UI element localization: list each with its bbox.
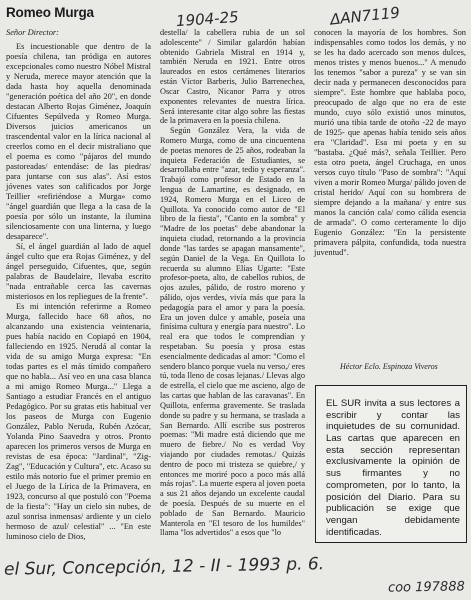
article-title: Romeo Murga [6,5,94,20]
column-3 [314,28,466,258]
editorial-notice-box [315,385,467,543]
author-signature: Héctor Eclo. Espinoza Viveros [340,362,438,371]
column-1 [6,28,151,542]
paragraph: destella/ la cabellera rubia de un sol adolescente" / Similar galardón habían obtenido Gabriela Mistral en 1914 y, también Neruda en 1921. Entre otros laureados en estos certámenes literarios están Víctor Barberis, Julio Barrenechea, Oscar Castro, Nicanor Parra y otros exponentes relevantes de nuestra lírica. Será interesante citar algo sobre las fiestas de la primavera en la poesía chilena. [160,28,305,126]
column-2 [160,28,305,538]
paragraph: conocen la mayoría de los hombres. Son indispensables como todos los demás, y no se les ha dado acercado son menos dulces, menos tristes y menos buenos..." A menudo los tenemos "sabor a pureza" y se van sin decir nada y permanecen desconocidos para siempre". Este hombre que hablaba poco, preocupado de algo que no era de este mundo, cuyo sólo existió unos minutos, murió una tibia tarde de otoño -22 de mayo de 1925- que apenas había tenido seis años era "Claridad". Esa mi poeta y en su "bastaba. ¿Qué más?, señala Teillier. Pero esta otro poeta, ángel Cruchaga, en unos versos cuyo título "Paso de sombra": "Aquí viven a morir Romeo Murga/ pálido joven de cristal herido/ Aquí con su hombrera de siempre dejando a la mañana/ y entre sus manos la canción cala/ como cálida esencia de armada". O como certeramente lo dijo Eugenio González: "En la persistente primavera pálpita, confundida, toda nuestra juventud". [314,28,466,257]
salutation: Señor Director: [6,28,59,37]
paragraph: Es mi intención referirme a Romeo Murga, fallecido hace 68 años, no alcanzando una existencia veintenaria, pues había nacido en Copiapó en 1904, falleciendo en 1925. Nerudá al contar la vida de su amigo Murga expresa: "En todas partes es el más tímido compañero que no habla... Así veo en una casa blanca a mi amigo Romeo Murga..." Llega a Santiago a estudiar Francés en el antiguo Pedagógico. Por su gratas etis habitual ver los paseos de Murga con Eugenio González, Pablo Neruda, Rubén Azócar, Yolanda Pino Saavedra y otros. Pronto aparecen los primeros versos de Murga en revistas de esa época: "Jardinal", "Zig-Zag", "Educación y Cultura", etc. Acaso su estilo más notorio fue el primer premio en el Juego de la Lírica de la Primavera, en 1923, concurso al que postuló con "Poema de la fiesta": "Hay un cielo sin nubes, de azul sonrisa inmensas/ ardiente y un cielo hermoso de azul/ celestial" ... "En este luminoso cielo de Dios, [6,302,151,541]
paragraph: Es incuestionable que dentro de la poesía chilena, tan pródiga en autores excepcionales como nuestro Nóbel Mistral y Neruda, merece mayor atención que la dada hasta hoy aquella denominada "generación poética del año 20", en donde destacan Alberto Rojas Giménez, Joaquín Cifuentes Sepúlveda y Romeo Murga. Diversos juicios americanos un trascendental valor en la lírica nacional al creerlos como en el decir mistraliano que el poema es como "pájaros del mundo pastoreadas/ entendáse: de las piedras/ para juntarse con sus alas". Así estos jóvenes vates son calificados por Jorge Teillier «refiriéndose a Murga» como "ángel guardián que llega a la casa de la poesía por sólo un instante, la ilumina silenciosamente con una linterna, y luego desaparece". [6,42,151,241]
handwritten-source: el Sur, Concepción, 12 - II - 1993 p. 6. [3,554,325,580]
editorial-notice-text: EL SUR invita a sus lectores a escribir y contar las inquietudes de su comunidad. Las cartas que aparecen en esta sección representan exclusivamente la opinión de sus firmantes y no comprometen, por lo tanto, la posición del Diario. Para su publicación se exige que vengan debidamente identificadas. [326,398,460,538]
handwritten-code: ΔAN7119 [329,3,401,29]
paragraph: Según González Vera, la vida de Romero Murga, como de una cincuentena de poetas menores de 25 años, rodeaban la inquieta Federación de Estudiantes, se desarrollaba entre "azar, tedio y esperanza". Trabajó como profesor de Estado en la lengua de Lamartine, es designado, en 1924, Romero Murga en el Liceo de Quillota. Ya conocido como autor de "El libro de la fiesta", "Canto en la sombra" y "Madre de los poetas" debe abandonar la inquieta ciudad, retornando a la provincia donde "las tardes se apagan mansamente", según Daniel de la Vega. En Quillota lo recuerda su alumno Elías Ugarte: "Este profesor-poeta, alto, de cabellos rubios, de ojos azules, pálido, de rostro moreno y pálido, ojos verdes, vivía más que para la pedagogía para el amor y para la poesía. Era un joven dulce y amable, poseía una finísima cultura y energía para nuestro". Lo real era que todos le comprendían y respetaban. Su poesía y prosa estas esencialmente dedicadas al amor: "Como el sendero blanco porque vuela nu verso,/ eres tú, toda lleno de cosas lejanas./ Llevas algo de estrella, el cielo que me ascieno, algo de las cartas que hablan de las caravanas". En Quillota, enferma gravemente. Se traslada donde su padre y su hermana, se traslada a San Bernardo. Allí escribe sus postreros poemas: "Mi madre está diciendo que me muero de fiebre./ No es verdad Voy viajando por ciudades remotas./ Quizás dentro de poco mi tristeza se quiebre,/ y entonces me moriré poco a poco más allá más rojas". La muerte espera al joven poeta a sus 21 años dejando un excelente caudal de poesía. Después de su muerte en el poblado de San Bernardo. Mauricio Manterola en "El tesoro de los humildes" llama "los advertidos" a esos que "lo [160,126,305,538]
handwritten-date: 1904-25 [175,7,240,31]
paragraph: Sí, el ángel guardián al lado de aquel ángel culto que era Rojas Giménez, y del ángel perseguido, Cifuentes, que, según palabras de Baudelaire, llevaba escrito "nada entrañable cerca las cavernas misteriosos en los repliegues de la frente". [6,242,151,301]
handwritten-archive-code: coo 197888 [387,579,465,596]
